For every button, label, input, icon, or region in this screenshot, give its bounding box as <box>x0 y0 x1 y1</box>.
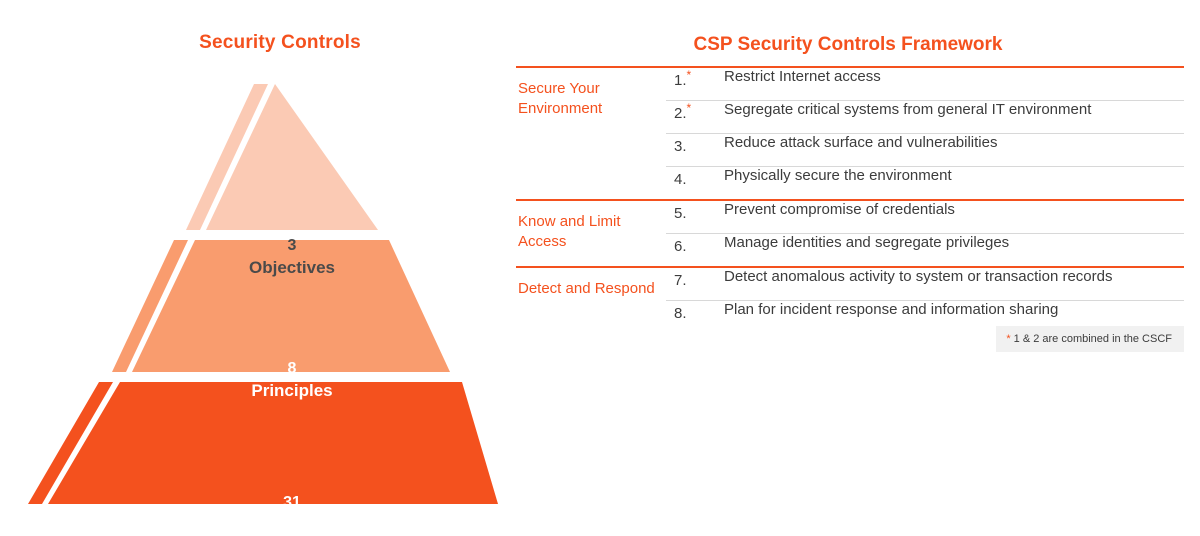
footnote-badge <box>996 326 1184 352</box>
item-number: 2.* <box>666 101 718 134</box>
item-number: 8. <box>674 305 687 322</box>
footnote-text: 1 & 2 are combined in the CSCF <box>1013 333 1172 345</box>
item-number: 4. <box>674 171 687 188</box>
group-label-secure-your-environment: Secure Your Environment <box>516 67 666 200</box>
table-row <box>666 201 1184 234</box>
framework-group-secure-your-environment <box>516 67 1184 200</box>
framework-table <box>516 66 1184 333</box>
pyramid-label-controls <box>192 493 392 536</box>
pyramid-label-principles <box>192 359 392 402</box>
csp-framework-panel <box>512 0 1200 536</box>
table-row <box>666 268 1184 301</box>
item-number: 1.* <box>666 68 718 101</box>
pyramid-graphic <box>0 62 560 522</box>
table-row <box>666 68 1184 101</box>
pyramid-tier-objectives <box>186 84 378 230</box>
principles-count: 8 <box>287 360 297 377</box>
principles-label: Principles <box>251 380 333 400</box>
group-label-know-and-limit-access: Know and Limit Access <box>516 200 666 267</box>
item-text: Restrict Internet access <box>718 68 1184 101</box>
item-number: 5. <box>666 201 718 234</box>
item-number: 6. <box>674 238 687 255</box>
asterisk-icon: * <box>686 101 692 115</box>
pyramid-label-objectives <box>192 236 392 279</box>
asterisk-icon: * <box>1006 333 1011 345</box>
item-text: Physically secure the environment <box>724 167 952 184</box>
security-controls-pyramid <box>0 0 560 536</box>
group-label-detect-and-respond: Detect and Respond <box>516 267 666 333</box>
item-text: Reduce attack surface and vulnerabilities <box>718 134 1184 167</box>
item-text: Manage identities and segregate privileges <box>724 234 1010 251</box>
item-text: Detect anomalous activity to system or transaction records <box>718 268 1184 301</box>
item-text: Plan for incident response and information sharing <box>724 301 1059 318</box>
objectives-label: Objectives <box>249 257 335 277</box>
table-row <box>666 234 1184 267</box>
controls-label: Controls <box>257 514 327 534</box>
framework-group-detect-and-respond <box>516 267 1184 333</box>
item-text: Segregate critical systems from general IT environment <box>718 101 1184 134</box>
table-row <box>666 167 1184 200</box>
table-row <box>666 134 1184 167</box>
item-number: 7. <box>666 268 718 301</box>
item-text: Prevent compromise of credentials <box>718 201 1184 234</box>
controls-count: 31 <box>283 494 301 511</box>
pyramid-title: Security Controls <box>199 32 361 53</box>
item-number: 3. <box>666 134 718 167</box>
objectives-count: 3 <box>287 237 297 254</box>
table-row <box>666 101 1184 134</box>
framework-group-know-and-limit-access <box>516 200 1184 267</box>
asterisk-icon: * <box>686 68 692 82</box>
framework-title: CSP Security Controls Framework <box>693 34 1003 55</box>
